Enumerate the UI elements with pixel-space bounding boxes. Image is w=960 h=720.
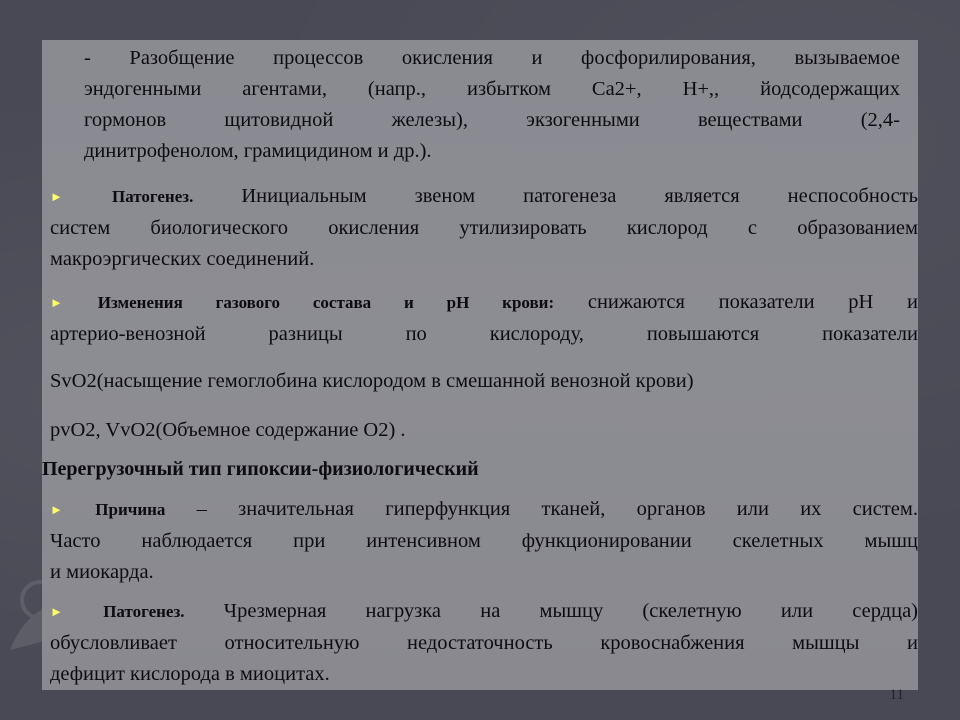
bullet-gas-changes	[50, 287, 918, 350]
pvo2-line	[50, 415, 918, 446]
bullet-arrow-icon: ►	[50, 189, 63, 204]
intro-paragraph	[84, 43, 900, 167]
bullet-lead: Патогенез.	[103, 602, 185, 621]
section-heading	[42, 458, 918, 481]
bullet-line-3: макроэргических соединений.	[50, 248, 315, 270]
content-panel	[42, 40, 918, 690]
page-number: 11	[889, 687, 904, 703]
bullet-cause	[50, 494, 918, 588]
bullet-line	[50, 596, 918, 628]
intro-line-1: - Разобщение процессов окисления и фосфорилирования, вызываемое	[84, 47, 900, 69]
bullet-line-2: артерио-венозной разницы по кислороду, повышаются показатели	[50, 323, 918, 345]
bullet-line-2: систем биологического окисления утилизировать кислород с образованием	[50, 217, 918, 239]
pvo2-text: pvO2, VvO2(Объемное содержание O2) .	[50, 419, 406, 441]
bullet-text: Чрезмерная нагрузка на мышцу (скелетную или сердца)	[184, 600, 918, 622]
bullet-line	[50, 287, 918, 319]
svo2-line	[50, 366, 918, 397]
bullet-arrow-icon: ►	[50, 502, 63, 517]
bullet-line-2: Часто наблюдается при интенсивном функционировании скелетных мышц	[50, 530, 918, 552]
bullet-text: снижаются показатели pH и	[554, 291, 918, 313]
intro-line-3: гормонов щитовидной железы), экзогенными веществами (2,4-	[84, 109, 900, 131]
bullet-lead: Причина	[95, 500, 166, 519]
bullet-pathogenesis-1	[50, 181, 918, 275]
bullet-arrow-icon: ►	[50, 295, 63, 310]
bullet-arrow-icon: ►	[50, 604, 63, 619]
svo2-text: SvO2(насыщение гемоглобина кислородом в смешанной венозной крови)	[50, 370, 694, 392]
bullet-line	[50, 494, 918, 526]
bullet-text: – значительная гиперфункция тканей, органов или их систем.	[165, 498, 919, 520]
bullet-line-3: и миокарда.	[50, 561, 154, 583]
bullet-pathogenesis-2	[50, 596, 918, 690]
intro-line-4: динитрофенолом, грамицидином и др.).	[84, 140, 432, 162]
bullet-line	[50, 181, 918, 213]
intro-line-2: эндогенными агентами, (напр., избытком Ca2+, H+,, йодсодержащих	[84, 78, 900, 100]
bullet-lead: Изменения газового состава и рН крови:	[97, 293, 555, 312]
bullet-text: Инициальным звеном патогенеза является неспособность	[193, 185, 918, 207]
bullet-line-2: обусловливает относительную недостаточность кровоснабжения мышцы и	[50, 632, 918, 654]
bullet-lead: Патогенез.	[111, 187, 194, 206]
bullet-line-3: дефицит кислорода в миоцитах.	[50, 663, 330, 685]
heading-text: Перегрузочный тип гипоксии-физиологический	[42, 458, 479, 480]
